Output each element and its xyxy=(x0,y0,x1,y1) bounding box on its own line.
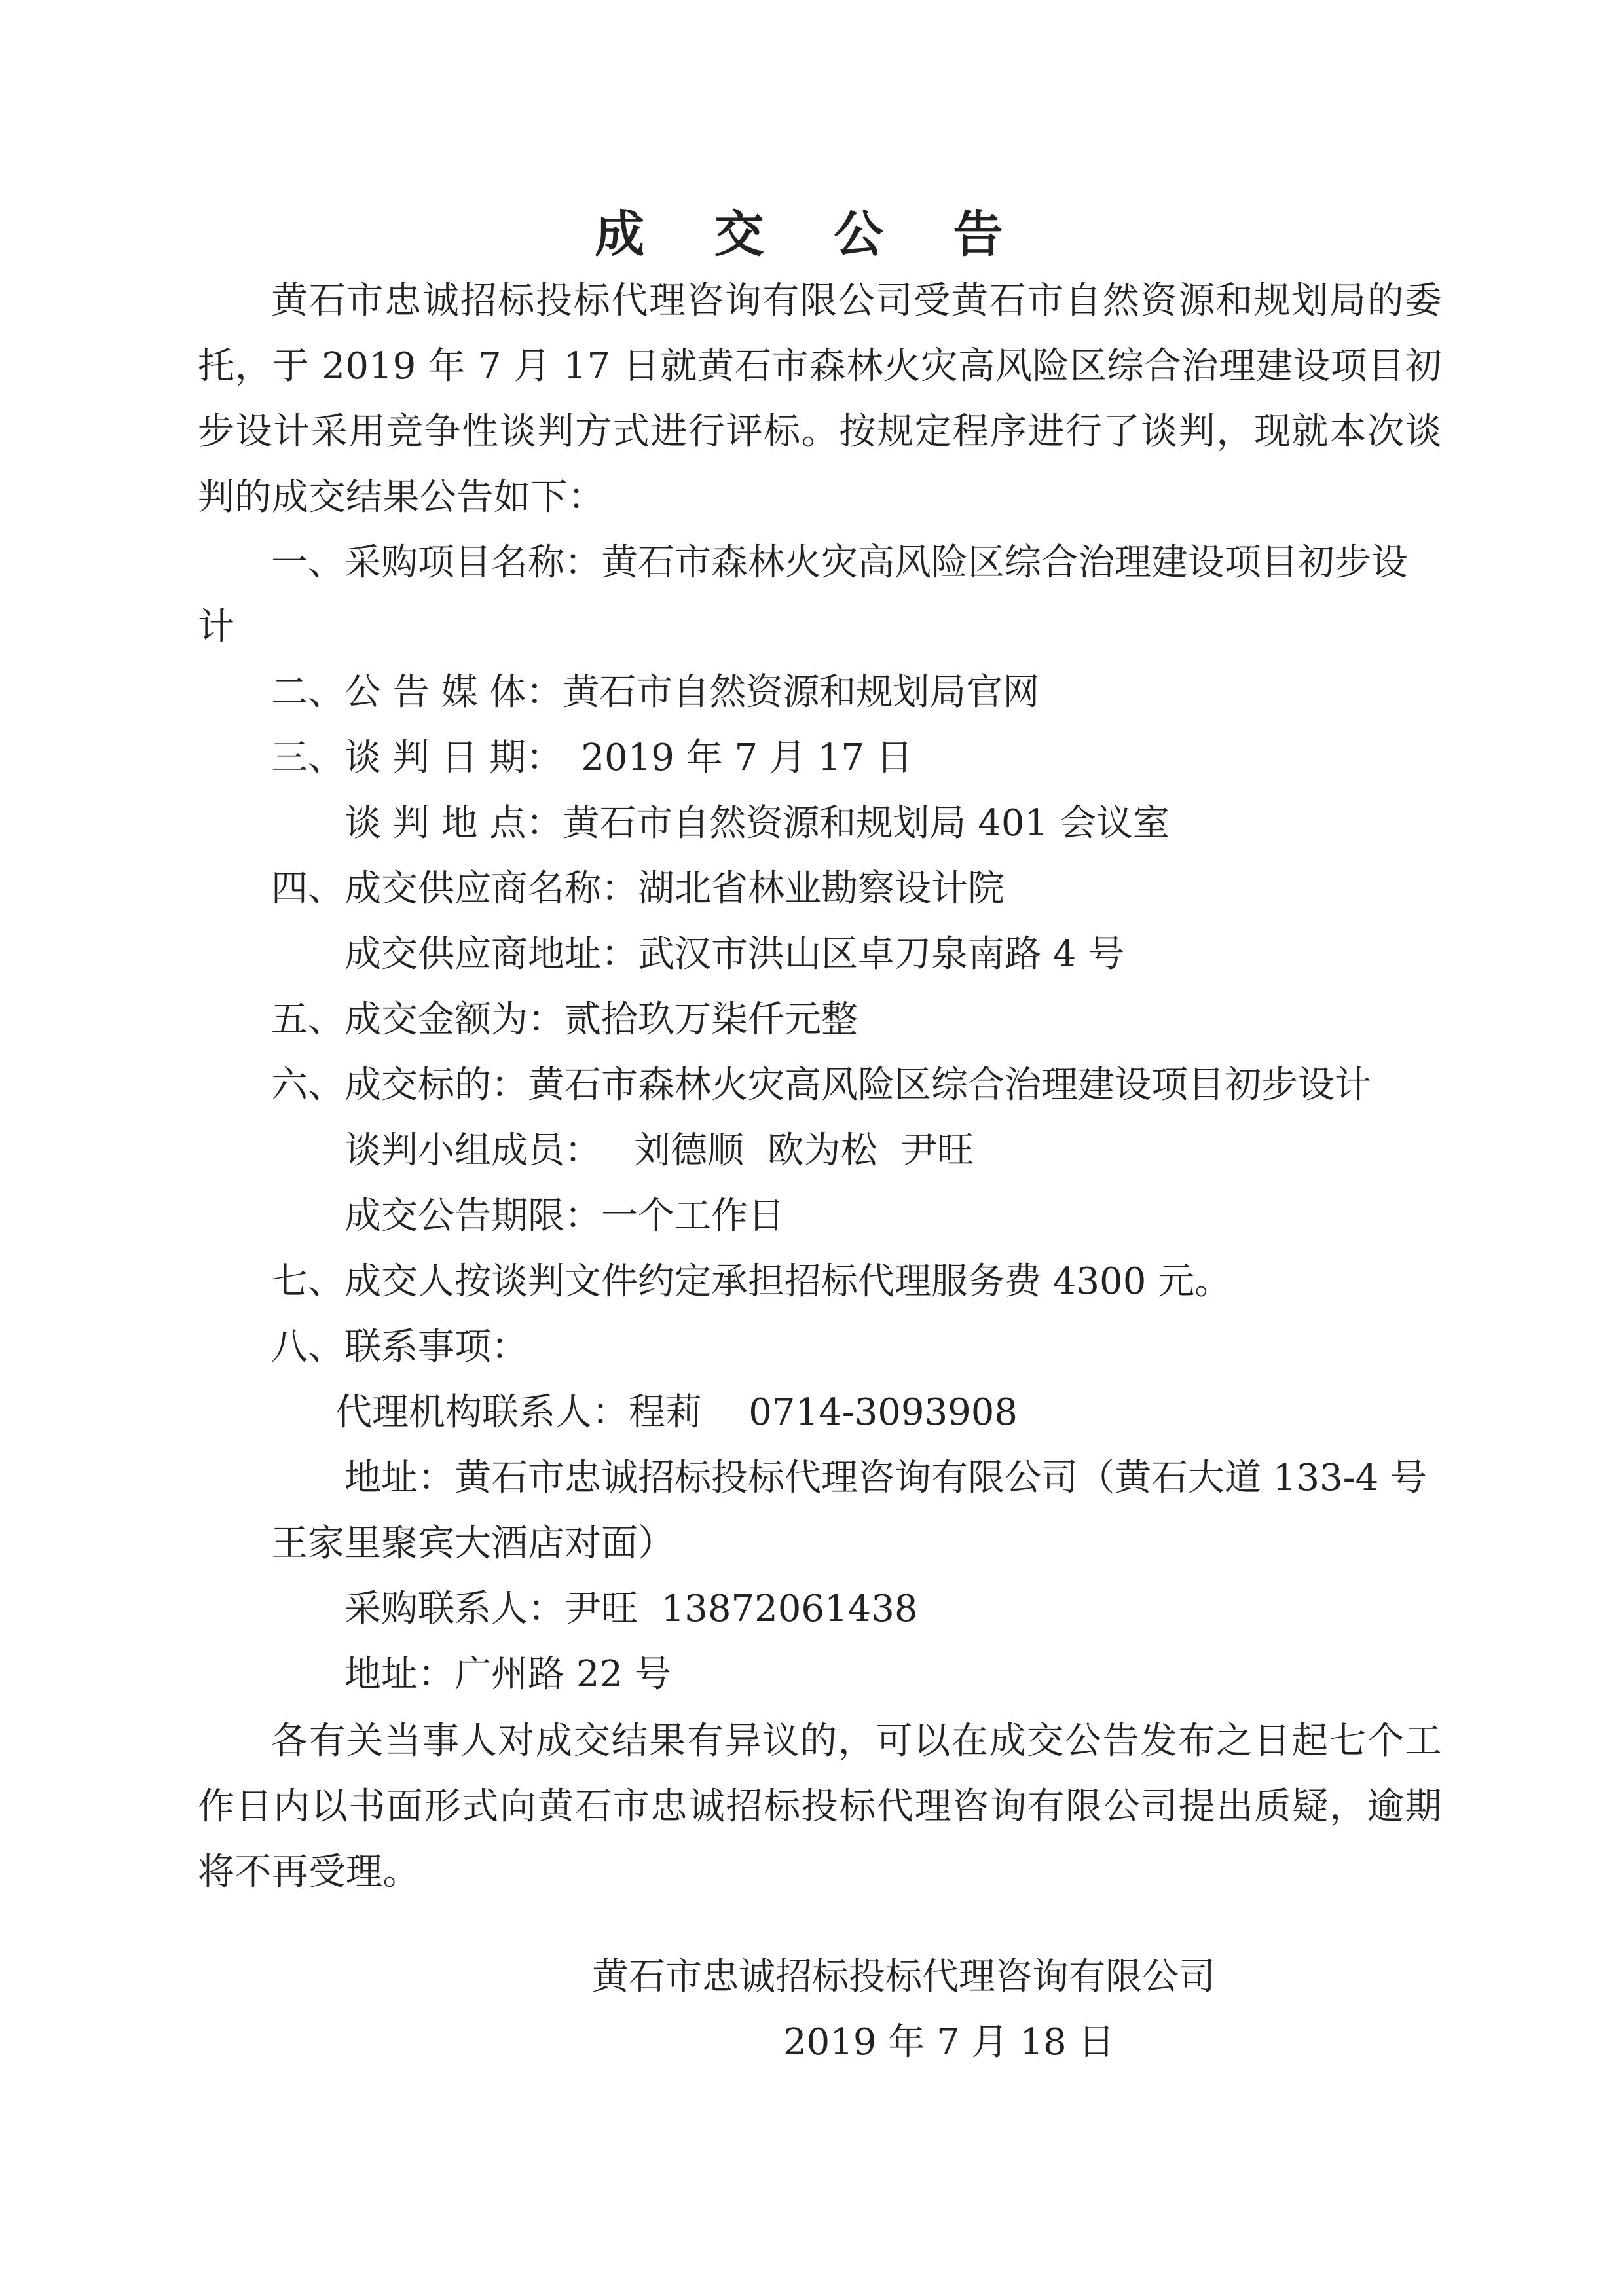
buyer-address: 地址：广州路 22 号 xyxy=(344,1653,671,1696)
item-2-label: 二、公 告 媒 体： xyxy=(271,671,563,714)
item-3 xyxy=(271,732,913,784)
page-title: 成 交 公 告 xyxy=(595,205,1029,263)
item-3b-label: 谈 判 地 点： xyxy=(344,802,563,845)
item-4b: 成交供应商地址：武汉市洪山区卓刀泉南路 4 号 xyxy=(344,933,1125,975)
signature-date: 2019 年 7 月 18 日 xyxy=(783,2021,1115,2064)
signature-organization: 黄石市忠诚招标投标代理咨询有限公司 xyxy=(592,1956,1215,1998)
item-7: 七、成交人按谈判文件约定承担招标代理服务费 4300 元。 xyxy=(271,1260,1232,1303)
item-4: 四、成交供应商名称：湖北省林业勘察设计院 xyxy=(271,867,1005,910)
item-8: 八、联系事项： xyxy=(271,1326,528,1368)
item-6b-label: 谈判小组成员： xyxy=(344,1129,601,1172)
agent-address-line-2: 王家里聚宾大酒店对面） xyxy=(271,1522,674,1565)
item-1-line-2: 计 xyxy=(198,606,234,648)
item-3-label: 三、谈 判 日 期： xyxy=(271,737,563,779)
item-6b xyxy=(344,1125,974,1177)
intro-paragraph: 黄石市忠诚招标投标代理咨询有限公司受黄石市自然资源和规划局的委托，于 2019 年 7 月 17 日就黄石市森林火灾高风险区综合治理建设项目初步设计采用竞争性谈判方式进行评标。按规定程序进行了谈判，现就本次谈判的成交结果公告如下： xyxy=(198,280,1442,519)
objection-paragraph: 各有关当事人对成交结果有异议的，可以在成交公告发布之日起七个工作日内以书面形式向黄石市忠诚招标投标代理咨询有限公司提出质疑，逾期将不再受理。 xyxy=(198,1720,1442,1893)
item-6: 六、成交标的：黄石市森林火灾高风险区综合治理建设项目初步设计 xyxy=(271,1064,1371,1106)
item-3b-value: 黄石市自然资源和规划局 401 会议室 xyxy=(563,802,1170,845)
item-6c: 成交公告期限：一个工作日 xyxy=(344,1195,784,1237)
agent-contact: 代理机构联系人：程莉 0714-3093908 xyxy=(335,1391,1018,1434)
item-2 xyxy=(271,666,1039,719)
agent-address-line-1: 地址：黄石市忠诚招标投标代理咨询有限公司（黄石大道 133-4 号 xyxy=(344,1457,1428,1499)
item-3-value: 2019 年 7 月 17 日 xyxy=(581,737,913,779)
item-5: 五、成交金额为：贰拾玖万柒仟元整 xyxy=(271,998,858,1041)
item-6b-value: 刘德顺 欧为松 尹旺 xyxy=(634,1129,974,1172)
item-2-value: 黄石市自然资源和规划局官网 xyxy=(563,671,1040,714)
item-3b xyxy=(344,797,1170,850)
item-1-line-1: 一、采购项目名称：黄石市森林火灾高风险区综合治理建设项目初步设 xyxy=(271,541,1408,584)
buyer-contact: 采购联系人：尹旺 13872061438 xyxy=(344,1588,918,1630)
